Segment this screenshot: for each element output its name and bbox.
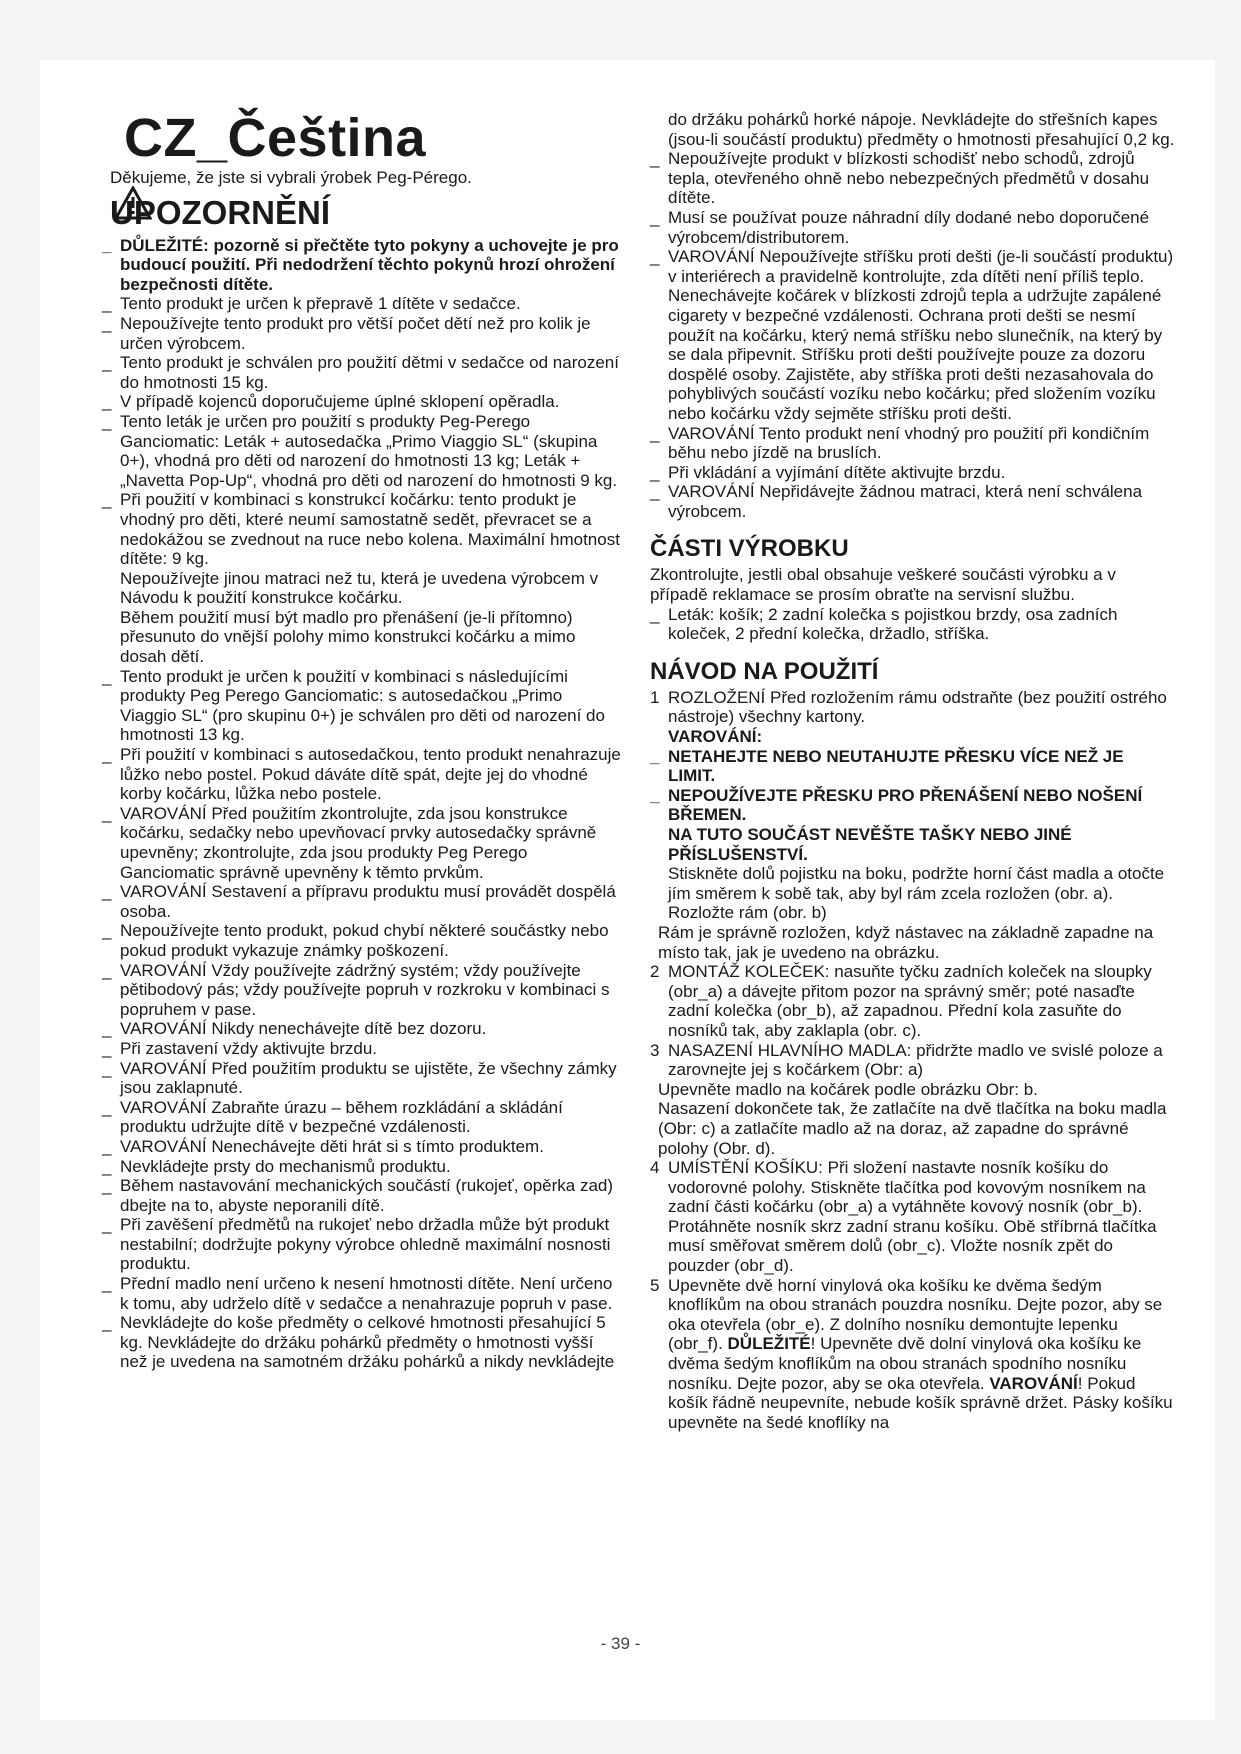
- warning-heading: [110, 194, 622, 232]
- list-item: [102, 392, 622, 412]
- list-item-text: Nevkládejte do koše předměty o celkové hmotnosti přesahující 5 kg. Nevkládejte do držáku pohárků předměty o hmotnosti vyšší než je uvedena na samotném držáku pohárků a nikdy nevkládejte: [120, 1313, 615, 1372]
- intro-text: Děkujeme, že jste si vybrali ýrobek Peg-Pérego.: [110, 168, 472, 187]
- list-item-text: Tento produkt je určen k přepravě 1 dítěte v sedačce.: [120, 294, 521, 314]
- step-1b-text: Stiskněte dolů pojistku na boku, podržte horní část madla a otočte jím směrem k sobě tak, aby byl rám zcela rozložen (obr. a). Rozložte rám (obr. b): [668, 864, 1165, 923]
- list-item-text: VAROVÁNÍ Nikdy nenechávejte dítě bez dozoru.: [120, 1019, 487, 1039]
- list-item-text: VAROVÁNÍ Zabraňte úrazu – během rozkládání a skládání produktu udržujte dítě v bezpečné vzdálenosti.: [120, 1097, 563, 1137]
- list-item-text: do držáku pohárků horké nápoje. Nevkládejte do střešních kapes (jsou-li součástí produktu) předměty o hmotnosti přesahující 0,2 kg.: [668, 110, 1175, 149]
- list-item: [650, 463, 1175, 483]
- step-1: [650, 688, 1175, 727]
- step-4: [650, 1158, 1175, 1276]
- step-number: 4: [650, 1158, 660, 1178]
- dash: _: [102, 882, 112, 902]
- safety-list: [102, 236, 622, 1372]
- dash: _: [102, 1019, 112, 1039]
- dash: _: [102, 1176, 112, 1196]
- dash: _: [102, 666, 112, 686]
- step-3b-text: Upevněte madlo na kočárek podle obrázku Obr: b.: [658, 1079, 1038, 1099]
- step-1-text: ROZLOŽENÍ Před rozložením rámu odstraňte (bez použití ostrého nástroje) všechny kartony.: [668, 687, 1167, 727]
- dash: _: [650, 746, 660, 766]
- list-item: [102, 882, 622, 921]
- list-item-text: Během nastavování mechanických součástí (rukojeť, opěrka zad) dbejte na to, abyste neporanili dítě.: [120, 1176, 614, 1215]
- list-item-text: VAROVÁNÍ Nepřidávejte žádnou matraci, která není schválena výrobcem.: [668, 482, 1143, 521]
- dash: _: [102, 960, 112, 980]
- step-2: [650, 962, 1175, 1040]
- list-item: [650, 247, 1175, 423]
- dash: _: [650, 785, 660, 805]
- list-item-text: VAROVÁNÍ Před použitím zkontrolujte, zda jsou konstrukce kočárku, sedačky nebo upevňovací prvky autosedačky správně upevněny; zkontrolujte, zda jsou produkty Peg Perego Ganciomatic správně upevněny k těmto prvkům.: [120, 803, 597, 882]
- list-item: [102, 961, 622, 1020]
- dash: _: [102, 392, 112, 412]
- list-item: [102, 804, 622, 882]
- parts-intro: Zkontrolujte, jestli obal obsahuje veškeré součásti výrobku a v případě reklamace se prosím obraťte na servisní službu.: [650, 565, 1116, 605]
- step-5: [650, 1276, 1175, 1433]
- list-item: [102, 667, 622, 745]
- list-item: [650, 208, 1175, 247]
- list-item-text: DŮLEŽITÉ: pozorně si přečtěte tyto pokyny a uchovejte je pro budoucí použití. Při nedodržení těchto pokynů hrozí ohrožení bezpečnosti dítěte.: [120, 235, 619, 294]
- list-item: [102, 1059, 622, 1098]
- list-item-text: Během použití musí být madlo pro přenášení (je-li přítomno) přesunuto do vnější polohy mimo konstrukci kočárku a mimo dosah dětí.: [120, 607, 576, 667]
- list-item: [102, 294, 622, 314]
- list-item-text: Při použití v kombinaci s autosedačkou, tento produkt nenahrazuje lůžko nebo postel. Pokud dáváte dítě spát, dejte jej do vhodné korby kočárku, lůžka nebo postele.: [120, 745, 621, 804]
- dash: _: [102, 1136, 112, 1156]
- right-column: [650, 110, 1175, 1432]
- list-item: [102, 745, 622, 804]
- list-item-text: Při použití v kombinaci s konstrukcí kočárku: tento produkt je vhodný pro děti, které neumí samostatně sedět, převracet se a nedokážou se zvednout na ruce nebo kolena. Maximální hmotnost dítěte: 9 kg.: [120, 490, 620, 569]
- warning-item-1-text: NETAHEJTE NEBO NEUTAHUJTE PŘESKU VÍCE NEŽ JE LIMIT.: [668, 746, 1124, 786]
- dash: [102, 608, 120, 667]
- list-item-text: Nepoužívejte jinou matraci než tu, která je uvedena výrobcem v Návodu k použití konstrukce kočárku.: [120, 568, 599, 608]
- list-item: [102, 1313, 622, 1372]
- list-item: [102, 1019, 622, 1039]
- list-item-text: Nepoužívejte tento produkt pro větší počet dětí než pro kolik je určen výrobcem.: [120, 313, 591, 353]
- list-item-text: Tento produkt je schválen pro použití dětmi v sedačce od narození do hmotnosti 15 kg.: [120, 353, 619, 392]
- warning-title: UPOZORNĚNÍ: [110, 193, 331, 231]
- dash: _: [102, 803, 112, 823]
- list-item-text: Přední madlo není určeno k nesení hmotnosti dítěte. Není určeno k tomu, aby udrželo dítě v sedačce a nenahrazuje popruh v pase.: [120, 1274, 613, 1313]
- list-item: [650, 149, 1175, 208]
- dash: _: [102, 1313, 112, 1333]
- safety-list-continued: [650, 110, 1175, 521]
- step-3-text: NASAZENÍ HLAVNÍHO MADLA: přidržte madlo ve svislé poloze a zarovnejte jej s kočárkem (Obr: a): [668, 1040, 1163, 1080]
- step-number: 3: [650, 1040, 660, 1060]
- warning-item-2: [650, 786, 1175, 825]
- list-item: [102, 490, 622, 568]
- dash: _: [102, 294, 112, 314]
- list-item: [102, 236, 622, 295]
- warning-inline-label: VAROVÁNÍ: [989, 1373, 1078, 1393]
- dash: _: [650, 247, 660, 267]
- list-item-text: VAROVÁNÍ Sestavení a přípravu produktu musí provádět dospělá osoba.: [120, 882, 616, 921]
- list-item-text: Tento produkt je určen k použití v kombinaci s následujícími produkty Peg Perego Ganciomatic: s autosedačkou „Primo Viaggio SL“ (pro skupinu 0+) je schválen pro děti od narození do hmotnosti 13 kg.: [120, 666, 605, 745]
- dash: _: [102, 745, 112, 765]
- list-item-text: VAROVÁNÍ Nenechávejte děti hrát si s tímto produktem.: [120, 1136, 544, 1156]
- dash: _: [650, 482, 660, 502]
- dash: _: [650, 423, 660, 443]
- list-item-text: Nevkládejte prsty do mechanismů produktu.: [120, 1156, 451, 1176]
- list-item: [650, 110, 1175, 149]
- step-number: 1: [650, 687, 660, 707]
- list-item: [102, 412, 622, 490]
- list-item: [102, 1098, 622, 1137]
- list-item-text: Tento leták je určen pro použití s produkty Peg-Perego Ganciomatic: Leták + autosedačka „Primo Viaggio SL“ (skupina 0+), vhodná pro děti od narození do hmotnosti 13 kg; Leták + „Navetta Pop-Up“, vhodná pro děti od narození do hmotnosti 9 kg.: [120, 411, 618, 490]
- step-5c-text: ! Pokud košík řádně neupevníte, nebude košík správně držet. Pásky košíku upevněte na šedé knoflíky na: [668, 1373, 1173, 1432]
- list-item: [102, 921, 622, 960]
- warning-item-1: [650, 747, 1175, 786]
- step-5-text: [668, 1276, 1175, 1433]
- list-item: [102, 1039, 622, 1059]
- list-item: [102, 1137, 622, 1157]
- dash: _: [650, 207, 660, 227]
- list-item: [102, 569, 622, 608]
- list-item: [102, 353, 622, 392]
- dash: _: [650, 462, 660, 482]
- list-item-text: Při zastavení vždy aktivujte brzdu.: [120, 1038, 378, 1058]
- dash: _: [102, 1215, 112, 1235]
- left-column: [102, 60, 622, 1372]
- step-3c-text: Nasazení dokončete tak, že zatlačíte na dvě tlačítka na boku madla (Obr: c) a zatlačíte madlo až na doraz, až zapadne do správné polohy (Obr. d).: [658, 1099, 1167, 1158]
- step-1c-text: Rám je správně rozložen, když nástavec na základně zapadne na místo tak, jak je uvedeno na obrázku.: [658, 922, 1154, 962]
- dash: _: [102, 1274, 112, 1294]
- document-page: [40, 60, 1215, 1720]
- step-number: 5: [650, 1275, 660, 1295]
- dash: [102, 569, 120, 608]
- dash: _: [650, 604, 660, 624]
- list-item: [650, 482, 1175, 521]
- list-item-text: Nepoužívejte produkt v blízkosti schodišť nebo schodů, zdrojů tepla, otevřeného ohně nebo nebezpečných předmětů v dosahu dítěte.: [668, 149, 1150, 208]
- warning-label: VAROVÁNÍ:: [668, 727, 763, 747]
- step-3: [650, 1041, 1175, 1080]
- list-item: [102, 314, 622, 353]
- dash: _: [102, 490, 112, 510]
- list-item-text: Při vkládání a vyjímání dítěte aktivujte brzdu.: [668, 462, 1006, 482]
- list-item-text: Při zavěšení předmětů na rukojeť nebo držadla může být produkt nestabilní; dodržujte pokyny výrobce ohledně maximální nosnosti produktu.: [120, 1215, 611, 1274]
- warning-item-3: NA TUTO SOUČÁST NEVĚŠTE TAŠKY NEBO JINÉ PŘÍSLUŠENSTVÍ.: [668, 825, 1072, 864]
- list-item: [102, 1274, 622, 1313]
- list-item-text: V případě kojenců doporučujeme úplné sklopení opěradla.: [120, 392, 560, 412]
- list-item: [102, 1176, 622, 1215]
- list-item-text: VAROVÁNÍ Tento produkt není vhodný pro použití při kondičním běhu nebo jízdě na bruslích.: [668, 423, 1150, 463]
- list-item-text: Nepoužívejte tento produkt, pokud chybí některé součástky nebo pokud produkt vykazuje známky poškození.: [120, 921, 609, 960]
- parts-item-text: Leták: košík; 2 zadní kolečka s pojistkou brzdy, osa zadních koleček, 2 přední kolečka, držadlo, stříška.: [668, 604, 1118, 644]
- warning-item-2-text: NEPOUŽÍVEJTE PŘESKU PRO PŘENÁŠENÍ NEBO NOŠENÍ BŘEMEN.: [668, 785, 1143, 825]
- dash: _: [102, 921, 112, 941]
- dash: _: [102, 411, 112, 431]
- dash: _: [102, 1156, 112, 1176]
- dash: _: [102, 1038, 112, 1058]
- list-item-text: VAROVÁNÍ Nepoužívejte stříšku proti dešti (je-li součástí produktu) v interiérech a pravidelně kontrolujte, zda dítěti není příliš teplo. Nenechávejte kočárek v blízkosti zdrojů tepla a udržujte zapálené cigarety v bezpečné vzdálenosti. Ochrana proti dešti se nesmí použít na kočárku, který nemá stříšku nebo slunečník, na který by se dala připevnit. Stříšku proti dešti používejte pouze za dozoru dospělé osoby. Zajistěte, aby stříška proti dešti nezasahovala do pohyblivých součástí vozíku nebo kočárku; před složením vozíku nebo kočárku vždy sejměte stříšku proti dešti.: [668, 247, 1174, 423]
- page-number: - 39 -: [600, 1634, 641, 1653]
- dash: _: [102, 1058, 112, 1078]
- instructions-heading: NÁVOD NA POUŽITÍ: [650, 657, 879, 685]
- dash: _: [102, 313, 112, 333]
- list-item: [102, 1215, 622, 1274]
- parts-item: [650, 605, 1175, 644]
- important-label: DŮLEŽITÉ: [727, 1334, 811, 1354]
- list-item: [102, 608, 622, 667]
- page-title: CZ_Čeština: [124, 108, 427, 168]
- dash: _: [102, 235, 112, 255]
- step-2-text: MONTÁŽ KOLEČEK: nasuňte tyčku zadních koleček na sloupky (obr_a) a dávejte přitom pozor na správný směr; poté nasaďte zadní kolečka (obr_b), až zapadnou. Přední kola zasuňte do nosníků tak, aby zaklapla (obr. c).: [668, 962, 1152, 1040]
- dash: _: [102, 353, 112, 373]
- list-item: [102, 1157, 622, 1177]
- list-item: [650, 424, 1175, 463]
- step-5b-text: ! Upevněte dvě dolní vinylová oka košíku ke dvěma šedým knoflíkům na obou stranách spodního nosníku nosníku. Dejte pozor, aby se oka otevřela.: [668, 1334, 1142, 1393]
- list-item-text: VAROVÁNÍ Vždy používejte zádržný systém; vždy používejte pětibodový pás; vždy používejte popruh v rozkroku v kombinaci s popruhem v pase.: [120, 960, 610, 1019]
- step-4-text: UMÍSTĚNÍ KOŠÍKU: Při složení nastavte nosník košíku do vodorovné polohy. Stiskněte tlačítka pod kovovým nosníkem na zadní části kočárku (obr_a) a vytáhněte kovový nosník (obr_b). Protáhněte nosník skrz zadní stranu košíku. Obě stříbrná tlačítka musí směřovat směrem dolů (obr_c). Vložte nosník zpět do pouzder (obr_d).: [668, 1158, 1157, 1276]
- list-item-text: VAROVÁNÍ Před použitím produktu se ujistěte, že všechny zámky jsou zaklapnuté.: [120, 1058, 617, 1098]
- step-5a-text: Upevněte dvě horní vinylová oka košíku ke dvěma šedým knoflíkům na obou stranách pouzdra nosníku. Dejte pozor, aby se oka otevřela (obr_e). Z dolního nosníku demontujte lepenku (obr_f).: [668, 1275, 1163, 1354]
- parts-heading: ČÁSTI VÝROBKU: [650, 535, 849, 563]
- dash: _: [650, 149, 660, 169]
- dash: [650, 110, 668, 149]
- dash: _: [102, 1097, 112, 1117]
- list-item-text: Musí se používat pouze náhradní díly dodané nebo doporučené výrobcem/distributorem.: [668, 207, 1150, 247]
- step-number: 2: [650, 962, 660, 982]
